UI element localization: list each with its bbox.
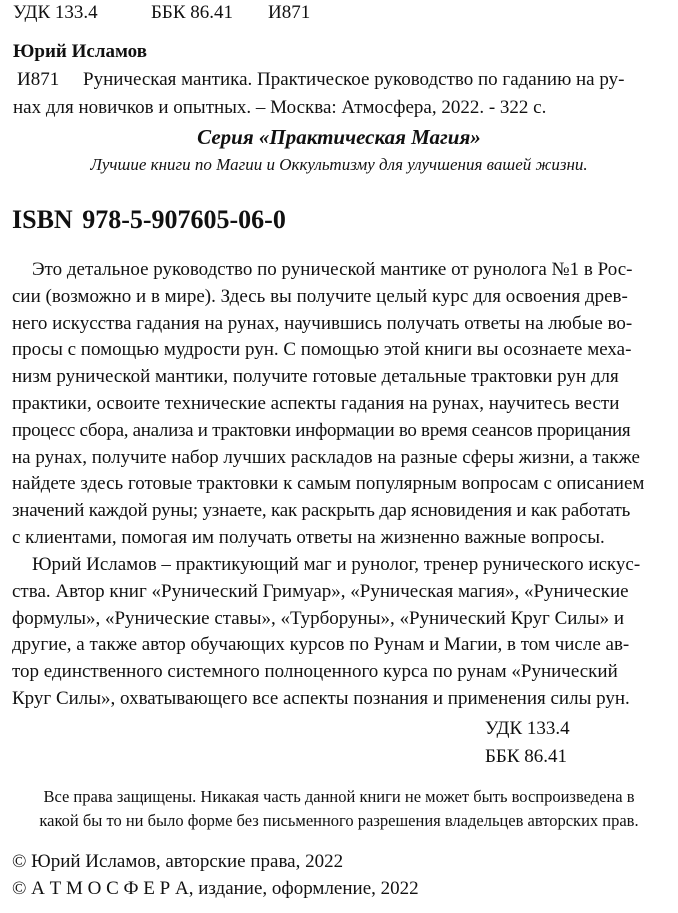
annotation-line: значений каждой руны; узнаете, как раскрыть дар ясновидения и как работать xyxy=(12,500,631,522)
annotation-line: тор единственного системного полноценного курса по рунам «Рунический xyxy=(12,661,618,683)
author-name: Юрий Исламов xyxy=(13,41,147,62)
annotation-line: другие, а также автор обучающих курсов по Рунам и Магии, в том числе ав- xyxy=(12,634,630,656)
copyright-author: © Юрий Исламов, авторские права, 2022 xyxy=(12,851,344,872)
description-title: Руническая мантика. Практическое руководство по гаданию на ру- xyxy=(83,69,625,90)
annotation-line: низм рунической мантики, получите готовые детальные трактовки рун для xyxy=(12,366,619,388)
annotation-line: процесс сбора, анализа и трактовки информации во время сеансов прорицания xyxy=(12,419,631,441)
annotation-paragraph-2 xyxy=(12,552,668,713)
annotation-line: формулы», «Рунические ставы», «Турборуны», «Рунический Круг Силы» и xyxy=(12,607,625,629)
annotation-line: с клиентами, помогая им получать ответы на жизненно важные вопросы. xyxy=(12,526,605,548)
series-slogan: Лучшие книги по Магии и Оккультизму для улучшения вашей жизни. xyxy=(90,155,588,174)
annotation-line: Это детальное руководство по рунической мантике от рунолога №1 в Рос- xyxy=(32,259,633,280)
description-line-2: нах для новичков и опытных. – Москва: Атмосфера, 2022. - 322 с. xyxy=(13,97,547,118)
annotation-line: ства. Автор книг «Рунический Гримуар», «Руническая магия», «Рунические xyxy=(12,580,629,602)
description-line-1 xyxy=(13,66,669,94)
series-title: Серия «Практическая Магия» xyxy=(197,125,481,149)
annotation-paragraph-1 xyxy=(12,257,668,552)
isbn: ISBN 978-5-907605-06-0 xyxy=(12,205,286,234)
header-udk: УДК 133.4 xyxy=(13,2,98,23)
rights-line-1: Все права защищены. Никакая часть данной книги не может быть воспроизведена в xyxy=(43,787,635,806)
header-code: И871 xyxy=(268,2,311,23)
classification-udk: УДК 133.4 xyxy=(485,718,570,739)
classification-bbk: ББК 86.41 xyxy=(485,746,567,767)
annotation-line: на рунах, получите набор лучших раскладов на разные сферы жизни, а также xyxy=(12,446,640,468)
description-code: И871 xyxy=(17,69,60,90)
annotation-line: сии (возможно и в мире). Здесь вы получите целый курс для освоения древ- xyxy=(12,285,628,307)
header-bbk: ББК 86.41 xyxy=(151,2,233,23)
annotation-line: просы с помощью мудрости рун. С помощью этой книги вы осознаете меха- xyxy=(12,339,632,361)
bibliographic-description xyxy=(13,66,669,122)
copyright-publisher: © А Т М О С Ф Е Р А, издание, оформление, 2022 xyxy=(12,878,419,899)
rights-notice xyxy=(0,785,678,833)
annotation-line: Круг Силы», охватывающего все аспекты познания и применения силы рун. xyxy=(12,687,630,709)
annotation-line: найдете здесь готовые трактовки к самым популярным вопросам с описанием xyxy=(12,473,645,495)
annotation-line: практики, освоите технические аспекты гадания на рунах, научитесь вести xyxy=(12,392,620,414)
annotation-line: него искусства гадания на рунах, научившись получать ответы на любые во- xyxy=(12,312,633,334)
rights-line-2: какой бы то ни было форме без письменного разрешения владельцев авторских прав. xyxy=(39,811,639,830)
annotation-line: Юрий Исламов – практикующий маг и рунолог, тренер рунического искус- xyxy=(32,554,641,575)
